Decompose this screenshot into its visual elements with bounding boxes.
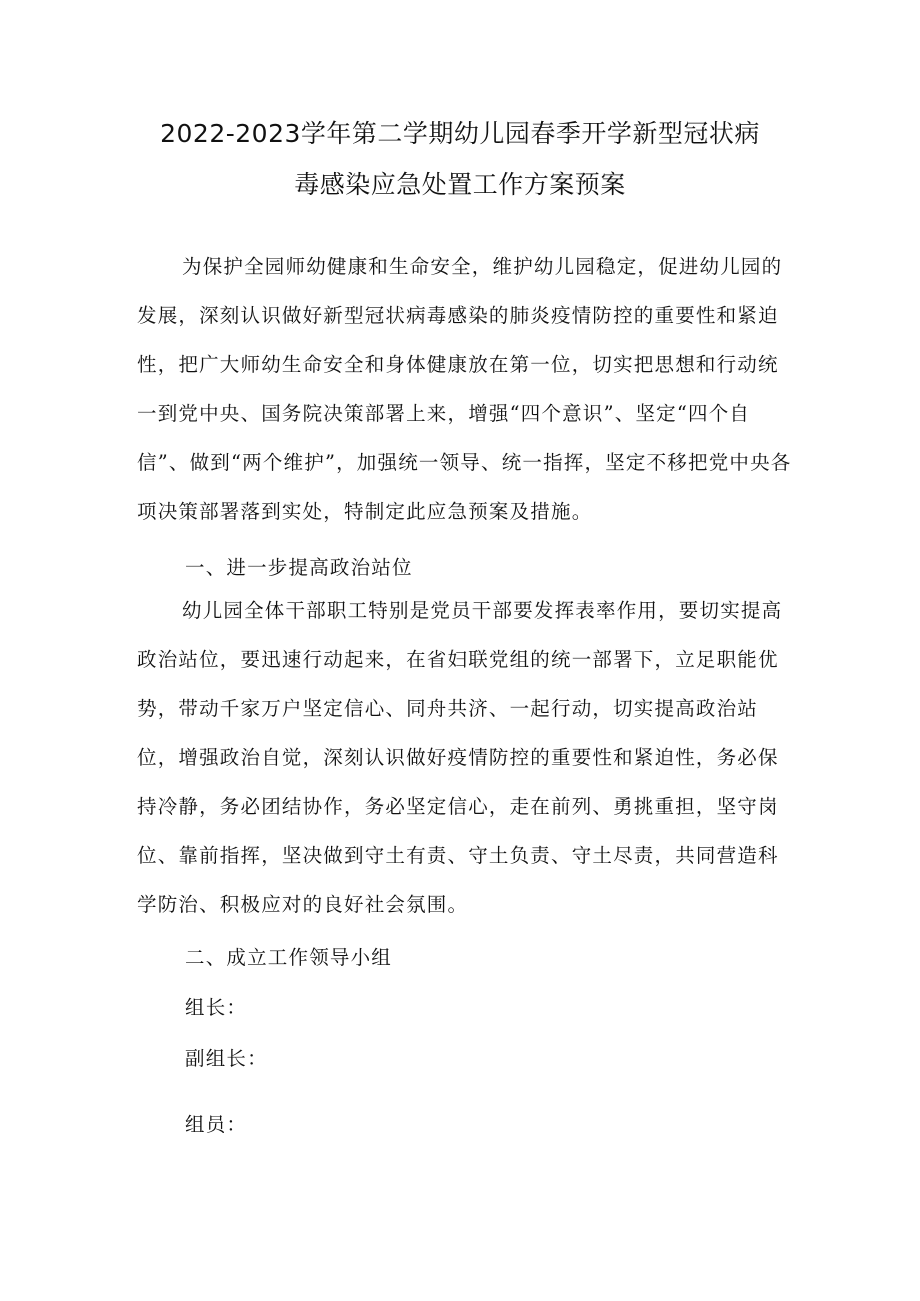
section-1-paragraph: 幼儿园全体干部职工特别是党员干部要发挥表率作用，要切实提高政治站位，要迅速行动起来，在省妇联党组的统一部署下，立足职能优势，带动千家万户坚定信心、同舟共济、一起行动，切实提高政治站位，增强政治自觉，深刻认识做好疫情防控的重要性和紧迫性，务必保持冷静，务必团结协作，务必坚定信心，走在前列、勇挑重担，坚守岗位、靠前指挥，坚决做到守土有责、守土负责、守土尽责，共同营造科学防治、积极应对的良好社会氛围。 [137, 599, 783, 916]
deputy-leader-label: 副组长： [185, 1047, 268, 1070]
intro-paragraph: 为保护全园师幼健康和生命安全，维护幼儿园稳定，促进幼儿园的发展，深刻认识做好新型冠状病毒感染的肺炎疫情防控的重要性和紧迫性，把广大师幼生命安全和身体健康放在第一位，切实把思想和行动统一到党中央、国务院决策部署上来，增强“四个意识”、坚定“四个自信”、做到“两个维护”，加强统一领导、统一指挥，坚定不移把党中央各项决策部署落到实处，特制定此应急预案及措施。 [137, 255, 792, 523]
leader-label: 组长： [185, 996, 248, 1019]
document-title-line-1: 2022-2023学年第二学期幼儿园春季开学新型冠状病 [160, 119, 760, 148]
section-1-heading: 一、进一步提高政治站位 [185, 556, 413, 579]
section-2-heading: 二、成立工作领导小组 [185, 946, 393, 969]
members-label: 组员： [185, 1113, 248, 1136]
document-title-line-2: 毒感染应急处置工作方案预案 [294, 170, 626, 199]
